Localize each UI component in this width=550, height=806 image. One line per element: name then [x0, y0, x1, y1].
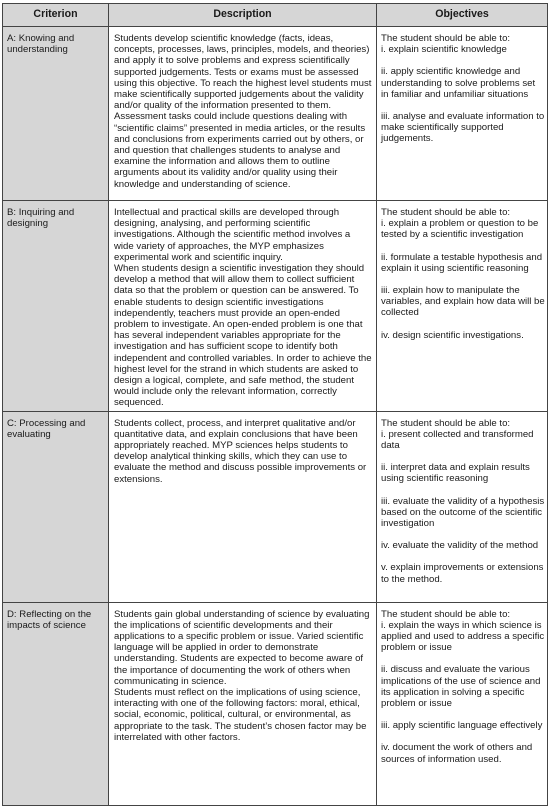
objective-item: iv. evaluate the validity of the method: [381, 540, 539, 552]
objectives-cell: [377, 201, 548, 412]
objective-item: ii. interpret data and explain results using scientific reasoning: [381, 462, 530, 485]
header-row: [3, 4, 548, 27]
objective-item: i. explain the ways in which science is applied and used to address a specific problem or issue: [381, 619, 545, 654]
objectives-intro: The student should be able to:: [381, 608, 511, 620]
description-paragraph: When students design a scientific investigation they should develop a method that will allow them to collect sufficient data so that the problem or question can be answered. To enable students to design scientific investigations independently, teachers must provide an open-ended problem to investigate. An open-ended problem is one that has several independent variables appropriate for the investigation and has sufficient scope to identify both independent and controlled variables. In order to achieve the highest level for the strand in which students are asked to design a logical, complete, and safe method, the student would include only the relevant information, correctly sequenced.: [114, 263, 372, 409]
objective-item: iii. explain how to manipulate the variables, and explain how data will be collected: [381, 285, 545, 319]
header-criterion: Criterion: [3, 4, 109, 27]
table-row: [3, 27, 548, 201]
objectives-cell: [377, 27, 548, 201]
description-paragraph: Students must reflect on the implications of using science, interacting with one of the following factors: moral, ethical, social, economic, political, cultural, or environmental, as appropriate to the task. The student’s chosen factor may be interrelated with other factors.: [114, 687, 367, 743]
criterion-cell: D: Reflecting on the impacts of science: [3, 602, 109, 805]
objective-item: iii. analyse and evaluate information to make scientifically supported judgements.: [381, 111, 545, 145]
objective-item: i. present collected and transformed data: [381, 428, 534, 452]
description-paragraph: Students gain global understanding of science by evaluating the implications of scientific developments and their applications to a specific problem or issue. Varied scientific language will be applied in order to demonstrate understanding. Students are expected to become aware of the importance of documenting the work of others when communicating in science.: [114, 608, 370, 687]
objective-item: iii. apply scientific language effectively: [381, 720, 543, 732]
description-paragraph: Intellectual and practical skills are developed through designing, analysing, and performing scientific investigations. Although the scientific method involves a wide variety of approaches, the MYP emphasizes experimental work and scientific inquiry.: [114, 207, 351, 263]
objectives-cell: [377, 602, 548, 805]
description-cell: [109, 27, 377, 201]
criterion-cell: B: Inquiring and designing: [3, 201, 109, 412]
objective-item: iv. document the work of others and sources of information used.: [381, 742, 533, 765]
objective-item: v. explain improvements or extensions to the method.: [381, 562, 544, 585]
objective-item: ii. apply scientific knowledge and understanding to solve problems set in familiar and unfamiliar situations: [381, 66, 536, 100]
description-cell: [109, 411, 377, 602]
description-cell: [109, 201, 377, 412]
objectives-intro: The student should be able to:: [381, 417, 511, 429]
table-row: [3, 602, 548, 805]
objectives-intro: The student should be able to:: [381, 33, 511, 44]
header-objectives: Objectives: [377, 4, 548, 27]
criteria-table: [2, 3, 548, 806]
description-paragraph: Students develop scientific knowledge (facts, ideas, concepts, processes, laws, principles, models, and theories) and apply it to solve problems and express scientifically supported judgements. Tests or exams must be assessed using this objective. To reach the highest level students must make scientifically supported judgements about the validity and/or quality of the information presented to them. Assessment tasks could include questions dealing with “scientific claims” presented in media articles, or the results and conclusions from experiments carried out by others, or and question that challenges students to analyse and examine the information and allows them to outline arguments about its validity and/or quality using their knowledge and understanding of science.: [114, 33, 372, 190]
description-paragraph: Students collect, process, and interpret qualitative and/or quantitative data, and explain conclusions that have been appropriately reached. MYP sciences helps students to develop analytical thinking skills, which they can use to evaluate the method and discuss possible improvements or extensions.: [114, 417, 367, 485]
objectives-intro: The student should be able to:: [381, 207, 511, 218]
description-cell: [109, 602, 377, 805]
objective-item: iii. evaluate the validity of a hypothesis based on the outcome of the scientific investigation: [381, 495, 545, 530]
table-row: [3, 201, 548, 412]
objective-item: ii. formulate a testable hypothesis and explain it using scientific reasoning: [381, 251, 543, 274]
objective-item: i. explain a problem or question to be tested by a scientific investigation: [381, 218, 539, 241]
criterion-cell: C: Processing and evaluating: [3, 411, 109, 602]
criterion-cell: A: Knowing and understanding: [3, 27, 109, 201]
objectives-cell: [377, 411, 548, 602]
objective-item: ii. discuss and evaluate the various implications of the use of science and its application in solving a specific problem or issue: [381, 664, 541, 710]
objective-item: iv. design scientific investigations.: [381, 329, 524, 341]
header-description: Description: [109, 4, 377, 27]
table-row: [3, 411, 548, 602]
objective-item: i. explain scientific knowledge: [381, 44, 507, 56]
